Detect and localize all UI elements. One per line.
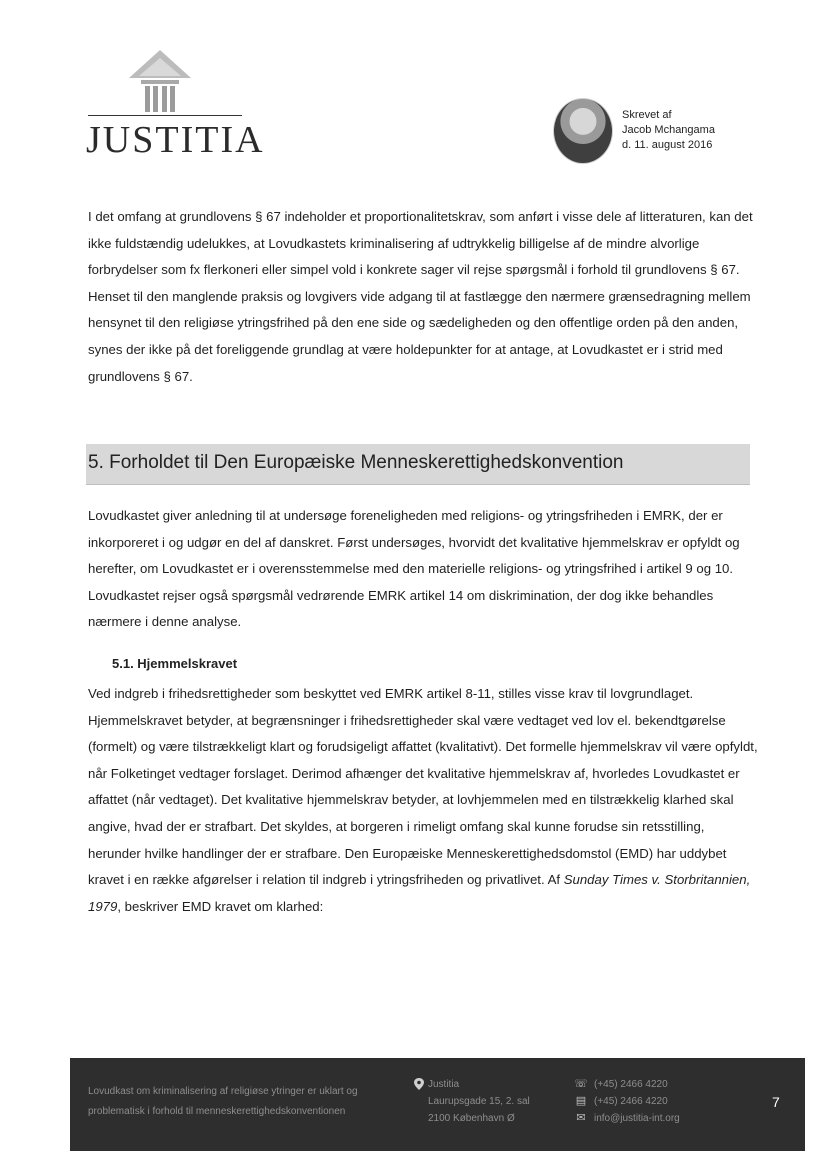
section-heading-bar [86,444,750,485]
paragraph-1: I det omfang at grundlovens § 67 indeholder et proportionalitetskrav, som anført i visse dele af litteraturen, kan det ikke fuldstændig udelukkes, at Lovudkastets kriminalisering af udtrykkelig billigelse af de mindre alvorlige forbrydelser som fx flerkoneri eller simpel vold i konkrete sager vil rejse spørgsmål i forhold til grundlovens § 67. Henset til den manglende praksis og lovgivers vide adgang til at fastlægge den nærmere grænsedragning mellem hensynet til den religiøse ytringsfrihed på den ene side og sædeligheden og den offentlige orden på den anden, synes der ikke på det foreliggende grundlag at være holdepunkter for at antage, at Lovudkastet er i strid med grundlovens § 67. [88,209,753,384]
footer-address [428,1076,530,1127]
address-city: 2100 København Ø [428,1113,515,1124]
paragraph-3-text: Ved indgreb i frihedsrettigheder som beskyttet ved EMRK artikel 8-11, stilles visse krav til lovgrundlaget. Hjemmelskravet betyder, at begrænsninger i frihedsrettigheder skal være vedtaget ved lov el. bekendtgørelse (formelt) og være tilstrækkeligt klart og forudsigeligt affattet (kvalitativt). Det formelle hjemmelskrav vil være opfyldt, når Folketinget vedtager forslaget. Derimod afhænger det kvalitative hjemmelskrav af, hvorledes Lovudkastet er affattet (når vedtaget). Det kvalitative hjemmelskrav betyder, at lovhjemmelen med en tilstrækkelig klarhed skal angive, hvad der er strafbart. Det skyldes, at borgeren i rimeligt omfang skal kunne forudse sin retsstilling, herunder hvilke handlinger der er strafbare. Den Europæiske Menneskerettighedsdomstol (EMD) har uddybet kravet i en række afgørelser i relation til indgreb i ytringsfriheden og privatlivet. Af [88,686,758,888]
page-footer [70,1058,805,1151]
fax-number: (+45) 2466 4220 [594,1096,668,1107]
footer-contact [574,1076,680,1127]
paragraph-2: Lovudkastet giver anledning til at undersøge foreneligheden med religions- og ytringsfriheden i EMRK, der er inkorporeret i og udgør en del af danskret. Først undersøges, hvorvidt det kvalitative hjemmelskrav er opfyldt og herefter, om Lovudkastet er i overensstemmelse med den materielle religions- og ytringsfrihed i artikel 9 og 10. Lovudkastet rejser også spørgsmål vedrørende EMRK artikel 14 om diskrimination, der dog ikke behandles nærmere i denne analyse. [88,508,740,630]
address-name: Justitia [428,1079,460,1090]
justitia-logo [80,48,265,163]
fax-icon: ▤ [575,1095,587,1107]
phone-icon: ☏ [574,1078,588,1090]
author-info [622,108,715,153]
phone-number[interactable]: (+45) 2466 4220 [594,1079,668,1090]
email-link[interactable]: info@justitia-int.org [594,1113,680,1124]
footer-tagline [88,1082,358,1122]
footer-tagline-line1: Lovudkast om kriminalisering af religiøse ytringer er uklart og [88,1086,358,1097]
case-citation: Sunday Times v. Storbritannien, 1979 [88,872,751,914]
logo-rule [88,115,242,116]
author-label: Skrevet af [622,109,672,121]
paragraph-3-end: , beskriver EMD kravet om klarhed: [117,898,324,914]
page-number: 7 [772,1094,780,1110]
author-name: Jacob Mchangama [622,124,715,136]
pin-icon [414,1078,424,1090]
footer-tagline-line2: problematisk i forhold til menneskerettighedskonventionen [88,1106,346,1117]
section-title: 5. Forholdet til Den Europæiske Menneskerettighedskonvention [88,452,624,473]
subheading: 5.1. Hjemmelskravet [112,656,238,671]
fax-row [574,1093,680,1110]
address-street: Laurupsgade 15, 2. sal [428,1096,530,1107]
logo-wordmark: JUSTITIA [86,119,265,161]
paragraph-3 [88,681,760,920]
email-icon: ✉ [576,1112,586,1124]
author-date: d. 11. august 2016 [622,139,713,151]
pillar-logo-icon [125,48,195,114]
phone-row [574,1076,680,1093]
email-row [574,1110,680,1127]
author-avatar [553,98,613,164]
